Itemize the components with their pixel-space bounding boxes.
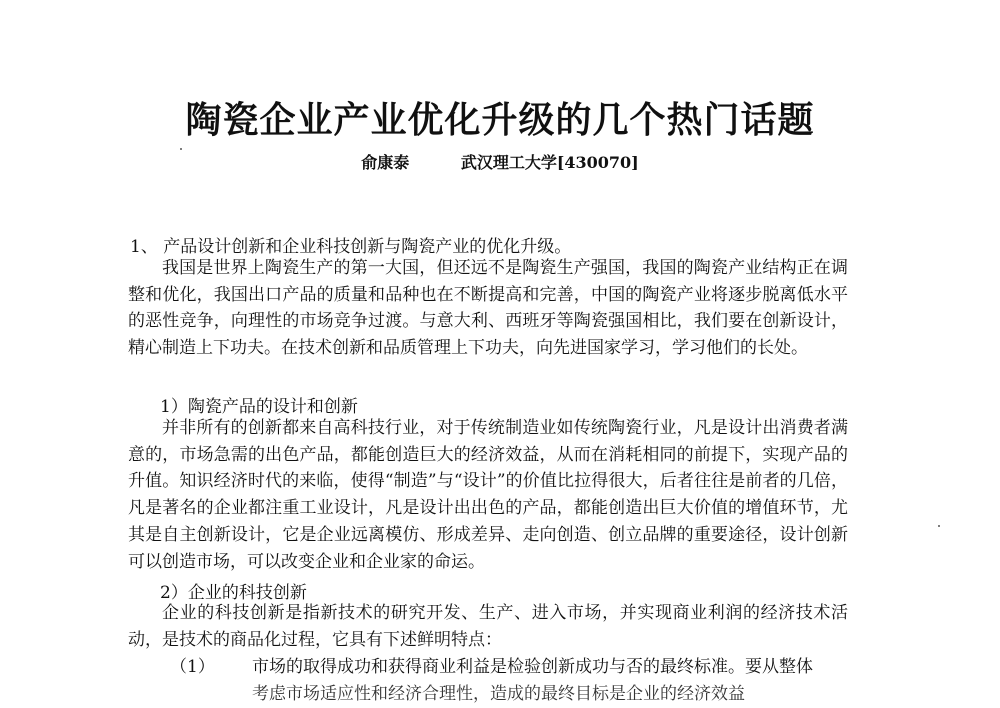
paragraph-3: 企业的科技创新是指新技术的研究开发、生产、进入市场，并实现商业利润的经济技术活动，是技术的商品化过程，它具有下述鲜明特点：: [128, 603, 848, 650]
author-name: 俞康泰: [361, 153, 410, 172]
scan-speck: [180, 148, 182, 150]
section-heading: 1、 产品设计创新和企业科技创新与陶瓷产业的优化升级。: [130, 237, 572, 257]
list-item-text: 市场的取得成功和获得商业利益是检验创新成功与否的最终标准。要从整体: [252, 657, 813, 677]
subheading-design: 1）陶瓷产品的设计和创新: [160, 397, 358, 417]
document-title: 陶瓷企业产业优化升级的几个热门话题: [185, 100, 815, 141]
paragraph-1: 我国是世界上陶瓷生产的第一大国，但还远不是陶瓷生产强国，我国的陶瓷产业结构正在调整和优化，我国出口产品的质量和品种也在不断提高和完善，中国的陶瓷产业将逐步脱离低水平的恶性竞争，向理性的市场竞争过渡。与意大利、西班牙等陶瓷强国相比，我们要在创新设计，精心制造上下功夫。在技术创新和品质管理上下功夫，向先进国家学习，学习他们的长处。: [128, 258, 848, 359]
subheading-innovation: 2）企业的科技创新: [160, 583, 307, 603]
author-affiliation: 武汉理工大学[430070]: [460, 153, 639, 172]
byline: [0, 150, 1000, 173]
paragraph-2: 并非所有的创新都来自高科技行业，对于传统制造业如传统陶瓷行业，凡是设计出消费者满意的，市场急需的出色产品，都能创造巨大的经济效益，从而在消耗相同的前提下，实现产品的升值。知识经济时代的来临，使得“制造”与“设计”的价值比拉得很大，后者往往是前者的几倍，凡是著名的企业都注重工业设计，凡是设计出出色的产品，都能创造出巨大价值的增值环节，尤其是自主创新设计，它是企业远离模仿、形成差异、走向创造、创立品牌的重要途径，设计创新可以创造市场，可以改变企业和企业家的命运。: [128, 418, 848, 572]
list-item-number: （1）: [170, 657, 215, 677]
list-item-continued-text: 考虑市场适应性和经济合理性，造成的最终目标是企业的经济效益: [252, 684, 745, 704]
scan-speck: [938, 525, 940, 527]
